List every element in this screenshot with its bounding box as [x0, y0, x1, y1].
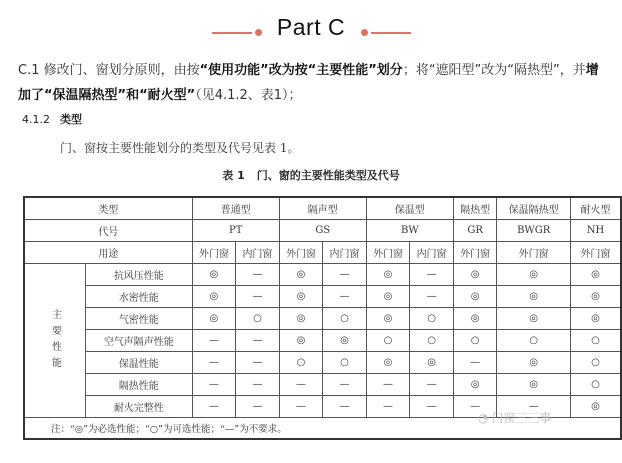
- table-cell: —: [236, 286, 280, 308]
- table-cell: —: [497, 396, 570, 418]
- table-cell: —: [453, 352, 497, 374]
- table-cell: —: [236, 374, 280, 396]
- table-cell: ○: [497, 330, 570, 352]
- type-header: 耐火型: [570, 197, 621, 220]
- table-cell: ○: [570, 374, 621, 396]
- table-row: [24, 308, 621, 330]
- table-cell: —: [323, 286, 367, 308]
- table-cell: —: [192, 374, 236, 396]
- table-cell: ○: [323, 352, 367, 374]
- table-row: [24, 286, 621, 308]
- table-cell: —: [279, 396, 323, 418]
- performance-label: 抗风压性能: [86, 264, 193, 286]
- table-cell: —: [323, 396, 367, 418]
- performance-label: 水密性能: [86, 286, 193, 308]
- code-cell: PT: [192, 220, 279, 242]
- table-cell: —: [410, 396, 454, 418]
- performance-label: 隔热性能: [86, 374, 193, 396]
- table-cell: ◎: [570, 396, 621, 418]
- type-header: 隔声型: [279, 197, 366, 220]
- body-text: 门、窗按主要性能划分的类型及代号见表 1。: [60, 141, 300, 155]
- code-cell: BWGR: [497, 220, 570, 242]
- group-label: 主要性能: [24, 264, 86, 418]
- table-cell: ○: [410, 330, 454, 352]
- watermark-text: 门窗三三事: [491, 411, 552, 425]
- table-row: [24, 264, 621, 286]
- table-caption: 表 1 门、窗的主要性能类型及代号: [222, 169, 400, 182]
- table-cell: ◎: [279, 330, 323, 352]
- table-cell: ◎: [497, 352, 570, 374]
- header-decor-line-right: [371, 32, 411, 34]
- table-cell: ○: [366, 330, 410, 352]
- code-cell: BW: [366, 220, 453, 242]
- table-cell: —: [236, 264, 280, 286]
- table-cell: ◎: [279, 286, 323, 308]
- table-cell: ○: [279, 352, 323, 374]
- table-cell: ◎: [497, 374, 570, 396]
- table-cell: —: [366, 374, 410, 396]
- table-cell: ◎: [366, 264, 410, 286]
- performance-label: 耐火完整性: [86, 396, 193, 418]
- table-cell: —: [236, 352, 280, 374]
- use-cell: 外门窗: [497, 242, 570, 264]
- table-note: 注：“◎”为必选性能；“○”为可选性能；“—”为不要求。: [24, 418, 621, 440]
- performance-table: [23, 196, 622, 440]
- table-cell: —: [192, 330, 236, 352]
- table-row: [24, 352, 621, 374]
- section-title: 类型: [60, 113, 82, 126]
- use-cell: 外门窗: [366, 242, 410, 264]
- watermark: [478, 409, 552, 426]
- table-cell: —: [236, 396, 280, 418]
- table-cell: —: [279, 374, 323, 396]
- table-cell: —: [323, 374, 367, 396]
- table-cell: ◎: [570, 264, 621, 286]
- code-cell: GS: [279, 220, 366, 242]
- table-cell: ○: [570, 352, 621, 374]
- header-decor-line-left: [212, 32, 252, 34]
- table-cell: ○: [323, 308, 367, 330]
- code-cell: GR: [453, 220, 497, 242]
- performance-label: 保温性能: [86, 352, 193, 374]
- table-cell: ◎: [192, 286, 236, 308]
- intro-paragraph: C.1 修改门、窗划分原则，由按“使用功能”改为按“主要性能”划分；将“遮阳型”改为“隔热型”，并增加了“保温隔热型”和“耐火型”（见4.1.2、表1）；: [18, 63, 599, 103]
- table-row-type: [24, 197, 621, 220]
- table-cell: ◎: [453, 374, 497, 396]
- use-cell: 内门窗: [323, 242, 367, 264]
- table-cell: ◎: [279, 308, 323, 330]
- row-label-code: 代号: [24, 220, 192, 242]
- table-cell: ◎: [410, 352, 454, 374]
- table-cell: ◎: [366, 308, 410, 330]
- table-cell: ◎: [497, 264, 570, 286]
- use-cell: 外门窗: [570, 242, 621, 264]
- intro-emphasis-1: “使用功能”改为按“主要性能”划分: [199, 63, 403, 78]
- table-cell: ◎: [453, 264, 497, 286]
- type-header: 保温隔热型: [497, 197, 570, 220]
- table-cell: ◎: [497, 308, 570, 330]
- section-number: 4.1.2: [22, 113, 50, 126]
- page-title: Part C: [276, 14, 346, 40]
- table-cell: ◎: [192, 264, 236, 286]
- header-decor-dot-left: [255, 29, 262, 36]
- table-cell: —: [236, 330, 280, 352]
- table-cell: ◎: [497, 286, 570, 308]
- table-cell: ○: [453, 330, 497, 352]
- use-cell: 外门窗: [279, 242, 323, 264]
- use-cell: 内门窗: [236, 242, 280, 264]
- table-cell: ◎: [366, 286, 410, 308]
- table-cell: ◎: [192, 308, 236, 330]
- performance-label: 空气声隔声性能: [86, 330, 193, 352]
- type-header: 普通型: [192, 197, 279, 220]
- table-cell: —: [410, 374, 454, 396]
- table-row: [24, 330, 621, 352]
- header-decor-dot-right: [361, 29, 368, 36]
- type-header: 保温型: [366, 197, 453, 220]
- table-cell: ◎: [453, 308, 497, 330]
- use-cell: 内门窗: [410, 242, 454, 264]
- table-cell: ◎: [279, 264, 323, 286]
- type-header: 隔热型: [453, 197, 497, 220]
- section-heading: [22, 111, 82, 127]
- table-row-code: [24, 220, 621, 242]
- row-label-type: 类型: [24, 197, 192, 220]
- table-cell: ◎: [323, 330, 367, 352]
- table-cell: —: [192, 352, 236, 374]
- table-cell: ○: [570, 330, 621, 352]
- performance-label: 气密性能: [86, 308, 193, 330]
- table-cell: —: [366, 396, 410, 418]
- table-cell: ○: [410, 308, 454, 330]
- intro-emphasis-2: 增加了“保温隔热型”和“耐火型”: [18, 63, 599, 103]
- wechat-icon: ◔: [478, 411, 489, 425]
- table-cell: ◎: [570, 286, 621, 308]
- code-cell: NH: [570, 220, 621, 242]
- page-header: [0, 14, 622, 48]
- use-cell: 外门窗: [192, 242, 236, 264]
- table-row-use: [24, 242, 621, 264]
- table-cell: ◎: [366, 352, 410, 374]
- table-cell: ◎: [453, 286, 497, 308]
- table-cell: —: [453, 396, 497, 418]
- use-cell: 外门窗: [453, 242, 497, 264]
- table-cell: —: [410, 286, 454, 308]
- row-label-use: 用途: [24, 242, 192, 264]
- table-cell: ◎: [570, 308, 621, 330]
- table-cell: —: [192, 396, 236, 418]
- table-cell: —: [323, 264, 367, 286]
- table-cell: ○: [236, 308, 280, 330]
- table-cell: —: [410, 264, 454, 286]
- table-row: [24, 374, 621, 396]
